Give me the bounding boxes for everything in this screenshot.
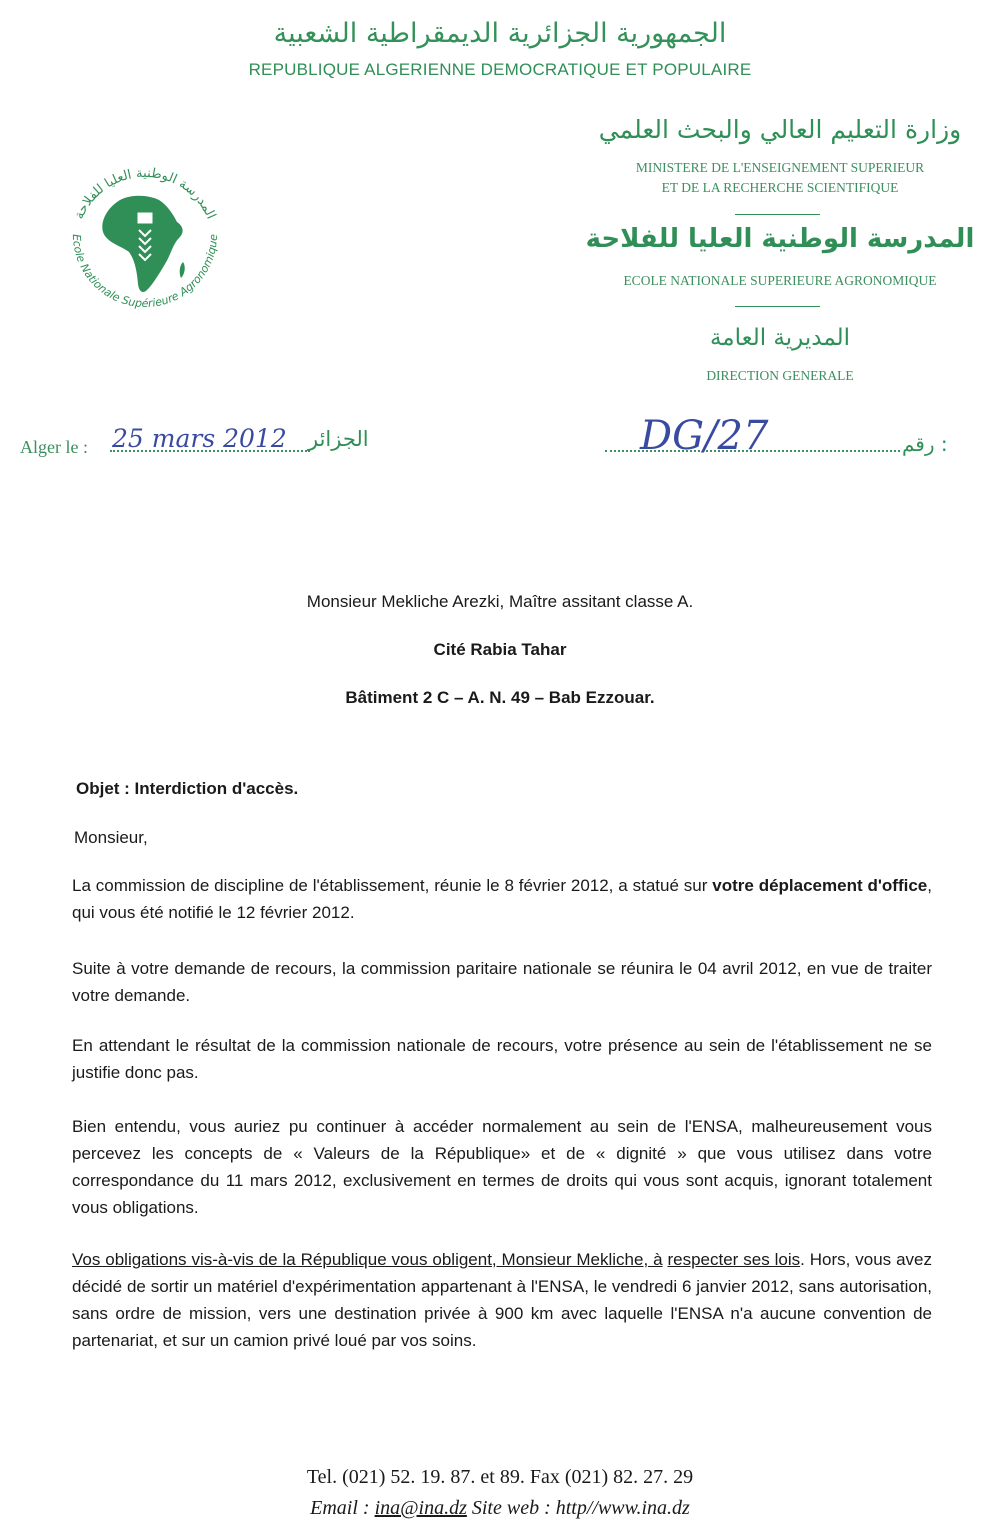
footer-website[interactable]: Site web : http//www.ina.dz <box>466 1497 690 1519</box>
recipient-name: Monsieur Mekliche Arezki, Maître assitant classe A. <box>306 592 694 611</box>
date-label: Alger le : <box>20 437 88 457</box>
divider <box>735 214 820 215</box>
reference-arabic-label: : رقم <box>902 432 948 456</box>
paragraph-5-underlined-1: Vos obligations vis-à-vis de la République vous obligent, Monsieur Mekliche, à <box>72 1250 663 1269</box>
ministry-french-line1: MINISTERE DE L'ENSEIGNEMENT SUPERIEUR <box>635 160 925 175</box>
seal-ring-text-ar: المدرسة الوطنية العليا للفلاحة <box>71 165 219 222</box>
school-french: ECOLE NATIONALE SUPERIEURE AGRONOMIQUE <box>623 273 937 288</box>
paragraph-2: Suite à votre demande de recours, la commission paritaire nationale se réunira le 04 avril 2012, en vue de traiter votre demande. <box>72 959 932 1005</box>
ministry-french-line2: ET DE LA RECHERCHE SCIENTIFIQUE <box>661 180 899 195</box>
divider <box>735 306 820 307</box>
direction-arabic: المديرية العامة <box>709 325 851 351</box>
paragraph-1 <box>72 872 932 926</box>
school-arabic: المدرسة الوطنية العليا للفلاحة <box>585 224 975 254</box>
paragraph-5-rest: . Hors, vous avez décidé de sortir un matériel d'expérimentation appartenant à l'ENSA, le vendredi 6 janvier 2012, sans autorisation, sans ordre de mission, vers une destination privée à 900 km avec laquelle l'ENSA n'a aucune convention de partenariat, et sur un camion privé loué par vos soins. <box>72 1250 932 1350</box>
footer-email-label: Email : <box>310 1497 375 1519</box>
seal-ring-text-fr: Ecole Nationale Supérieure Agronomique <box>69 233 221 311</box>
paragraph-5 <box>72 1246 932 1354</box>
letter-subject: Objet : Interdiction d'accès. <box>76 779 299 798</box>
paragraph-1-text-a: La commission de discipline de l'établissement, réunie le 8 février 2012, a statué sur <box>72 876 713 895</box>
handwritten-date: 25 mars 2012 <box>112 424 287 453</box>
paragraph-3: En attendant le résultat de la commission nationale de recours, votre présence au sein de l'établissement ne se justifie donc pas. <box>72 1036 932 1082</box>
letter-salutation: Monsieur, <box>74 828 148 847</box>
paragraph-1-text-b: , qui vous été notifié le 12 février 2012. <box>72 876 932 922</box>
paragraph-5-underlined-2: respecter ses lois <box>667 1250 801 1269</box>
recipient-address-line1: Cité Rabia Tahar <box>433 640 567 659</box>
letterhead-french-title: REPUBLIQUE ALGERIENNE DEMOCRATIQUE ET POPULAIRE <box>248 60 752 79</box>
ministry-arabic: وزارة التعليم العالي والبحث العلمي <box>598 115 962 144</box>
letterhead-arabic-title: الجمهورية الجزائرية الديمقراطية الشعبية <box>273 18 727 49</box>
recipient-address-line2: Bâtiment 2 C – A. N. 49 – Bab Ezzouar. <box>345 688 655 707</box>
handwritten-reference-number: DG/27 <box>640 413 769 459</box>
africa-map-icon <box>102 196 184 292</box>
date-arabic-label: الجزائر <box>308 427 369 451</box>
footer-email-link[interactable]: ina@ina.dz <box>374 1497 467 1519</box>
paragraph-4: Bien entendu, vous auriez pu continuer à accéder normalement au sein de l'ENSA, malheureusement vous percevez les concepts de « Valeurs de la République» et de « dignité » que vous utilisez dans votre correspondance du 11 mars 2012, exclusivement en termes de droits qui vous sont acquis, ignorant totalement vous obligations. <box>72 1117 932 1217</box>
footer-contact <box>0 1497 1000 1520</box>
school-seal-africa-icon <box>55 150 235 330</box>
footer-phone-fax: Tel. (021) 52. 19. 87. et 89. Fax (021) 82. 27. 29 <box>306 1466 694 1488</box>
paragraph-1-bold: votre déplacement d'office <box>712 876 928 895</box>
direction-french: DIRECTION GENERALE <box>706 368 854 383</box>
